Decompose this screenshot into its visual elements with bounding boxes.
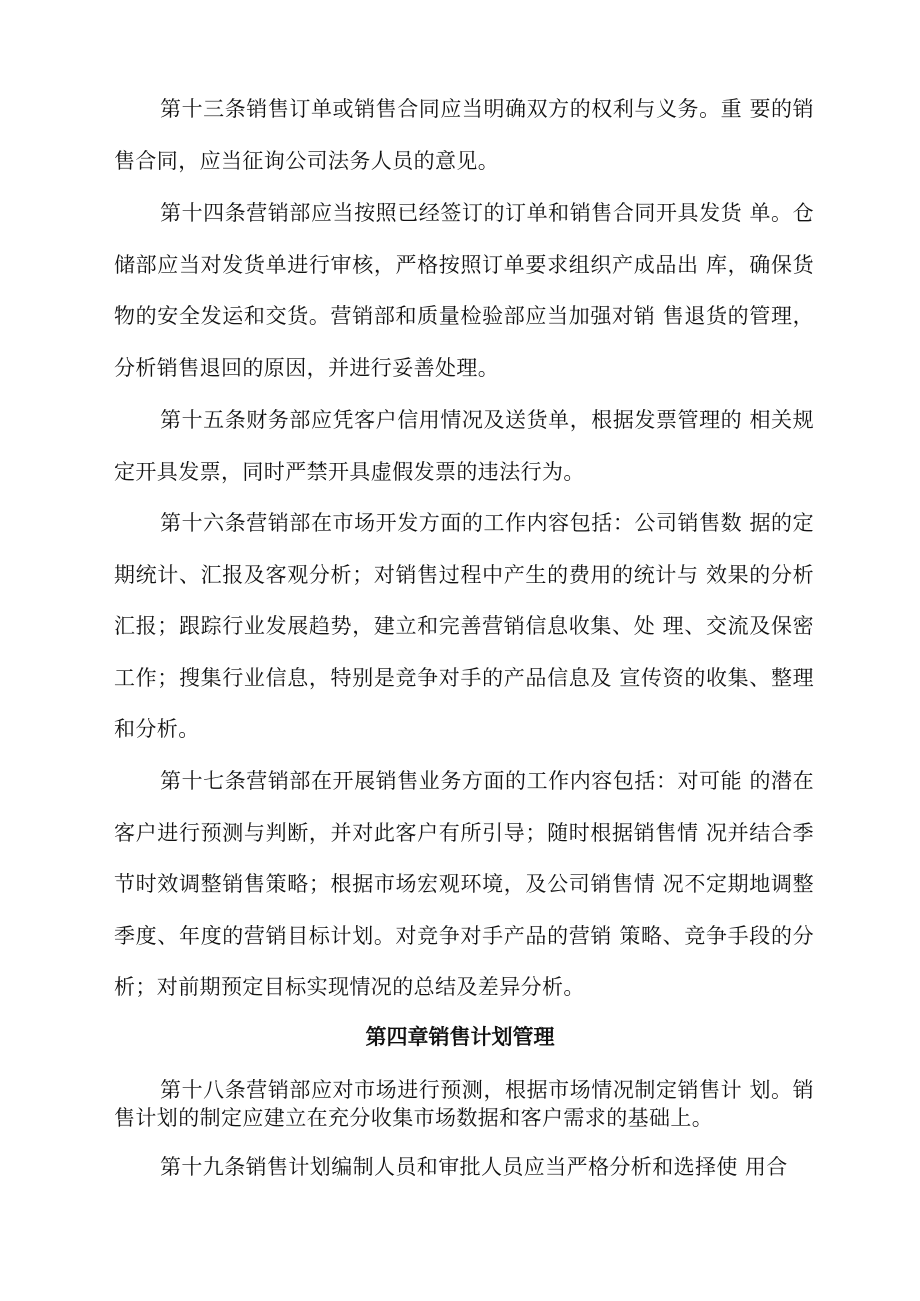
article-18-paragraph: 第十八条营销部应对市场进行预测，根据市场情况制定销售计 划。销售计划的制定应建立在充分收集市场数据和客户需求的基础上。 [114,1078,814,1130]
chapter-heading: 第四章销售计划管理 [365,1025,555,1049]
article-15-paragraph: 第十五条财务部应凭客户信用情况及送货单，根据发票管理的 相关规定开具发票，同时严禁开具虚假发票的违法行为。 [114,408,814,484]
article-19-paragraph: 第十九条销售计划编制人员和审批人员应当严格分析和选择使 用合 [160,1155,788,1179]
article-17-paragraph: 第十七条营销部在开展销售业务方面的工作内容包括：对可能 的潜在客户进行预测与判断，并对此客户有所引导；随时根据销售情 况并结合季节时效调整销售策略；根据市场宏观环境，及公司销售情 况不定期地调整季度、年度的营销目标计划。对竞争对手产品的营销 策略、竞争手段的分析；对前期预定目标实现情况的总结及差异分析。 [114,769,814,999]
article-14-paragraph: 第十四条营销部应当按照已经签订的订单和销售合同开具发货 单。仓储部应当对发货单进行审核，严格按照订单要求组织产成品出 库，确保货物的安全发运和交货。营销部和质量检验部应当加强对销 售退货的管理，分析销售退回的原因，并进行妥善处理。 [114,201,814,380]
article-16-paragraph: 第十六条营销部在市场开发方面的工作内容包括：公司销售数 据的定期统计、汇报及客观分析；对销售过程中产生的费用的统计与 效果的分析汇报；跟踪行业发展趋势，建立和完善营销信息收集、处 理、交流及保密工作；搜集行业信息，特别是竞争对手的产品信息及 宣传资的收集、整理和分析。 [114,511,814,741]
article-13-paragraph: 第十三条销售订单或销售合同应当明确双方的权利与义务。重 要的销售合同，应当征询公司法务人员的意见。 [114,97,814,173]
